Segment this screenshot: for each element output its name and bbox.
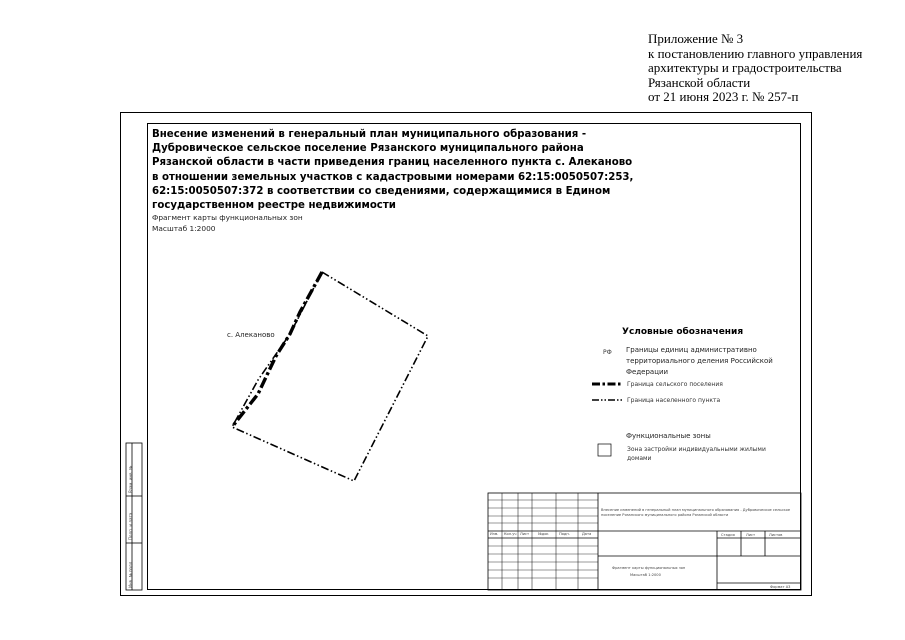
title-block-rows — [488, 500, 598, 578]
stamp-header-doc: №док — [538, 532, 549, 536]
map-title: Внесение изменений в генеральный план муниципального образования - Дубровическое сельское поселение Рязанского муниципального района Рязанской области в части приведения границ населенного пункта с. Алеканово в отношении земельных участков с кадастровыми номерами 62:15:0050507:253, 62:15:0050507:372 в соответствии со сведениями, содержащимися в Едином государственном реестре недвижимости — [152, 129, 634, 212]
stamp-header-date: Дата — [582, 532, 592, 536]
annex-line: от 21 июня 2023 г. № 257-п — [648, 89, 799, 104]
stamp-format: Формат А3 — [770, 585, 791, 589]
scale-label: Масштаб 1:2000 — [152, 223, 216, 233]
legend-rural-boundary-label: Граница сельского поселения — [627, 381, 723, 388]
legend-locality-boundary-label: Граница населенного пункта — [627, 397, 721, 404]
stamp-header-sheet: Лист — [520, 532, 530, 536]
legend-admin-boundaries: Границы единиц административно территориального деления Российской Федерации — [626, 346, 773, 376]
locality-boundary-line — [232, 272, 428, 481]
stamp-sheet-header: Лист — [746, 533, 756, 537]
place-label-alekanovo: с. Алеканово — [227, 331, 275, 339]
legend-admin-mark: РФ — [603, 349, 612, 356]
title-block-columns — [502, 493, 578, 590]
annex-line: Рязанской области — [648, 74, 751, 90]
legend-title: Условные обозначения — [622, 327, 744, 337]
stamp-stage-header: Стадия — [721, 533, 735, 537]
stamp-sheet-title: Фрагмент карты функциональных зон — [612, 566, 686, 570]
stamp-sheets-header: Листов — [769, 533, 783, 537]
stamp-scale-note: Масштаб 1:2000 — [630, 573, 661, 577]
stamp-header-change: Изм. — [490, 532, 499, 536]
stamp-header-count: Кол.уч — [504, 532, 517, 536]
side-stamp-label: Инв. № подл. — [128, 560, 133, 588]
annex-line: Приложение № 3 — [648, 31, 744, 46]
stamp-header-sign: Подп. — [559, 532, 570, 536]
annex-line: к постановлению главного управления — [648, 45, 863, 61]
side-stamp-label: Подп. и дата — [128, 512, 133, 540]
map-subtitle — [152, 213, 303, 234]
fragment-caption: Фрагмент карты функциональных зон — [152, 213, 303, 222]
stamp-description: Внесение изменений в генеральный план муниципального образования - Дубровическое сельское поселение Рязанского муниципального района Рязанской области — [601, 508, 791, 517]
legend-residential-zone-label: Зона застройки индивидуальными жилыми домами — [627, 446, 766, 462]
legend-residential-zone-symbol — [598, 444, 611, 456]
legend-functional-zones-label: Функциональные зоны — [626, 432, 711, 440]
side-stamp-label: Взам. инв. № — [128, 465, 133, 493]
annex-line: архитектуры и градостроительства — [648, 60, 842, 75]
